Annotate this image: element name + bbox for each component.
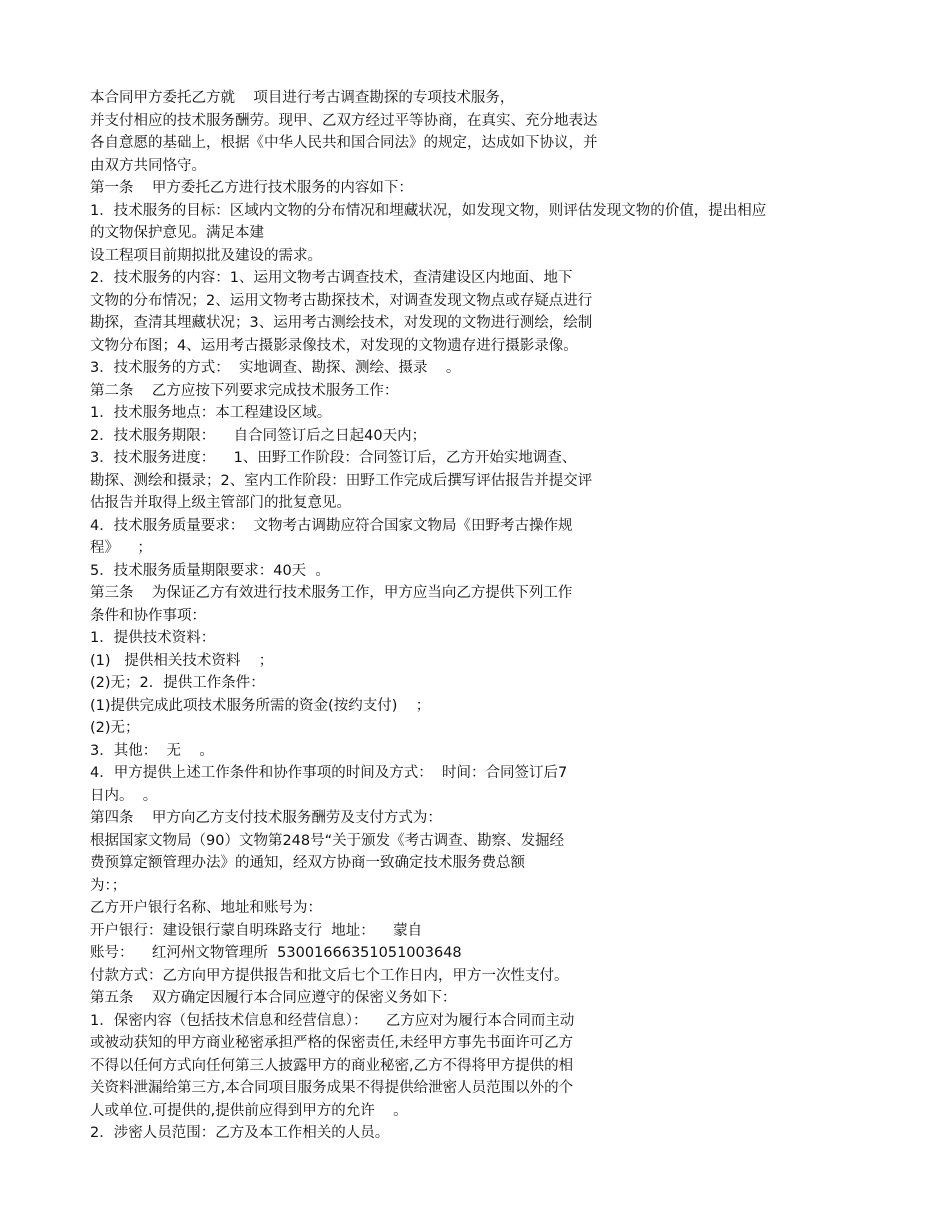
text-line: 1．提供技术资料： — [90, 630, 216, 646]
text-line: 估报告并取得上级主管部门的批复意见。 — [90, 495, 351, 511]
text-line: (2)无；2．提供工作条件： — [90, 675, 265, 691]
text-line: 账号： 红河州文物管理所 53001666351051003648 — [90, 945, 462, 961]
text-line: 5．技术服务质量期限要求：40天 。 — [90, 562, 330, 579]
text-line: 第一条 甲方委托乙方进行技术服务的内容如下： — [90, 180, 413, 196]
text-line: 勘探、测绘和摄录；2、室内工作阶段：田野工作完成后撰写评估报告并提交评 — [90, 472, 593, 489]
text-line: 付款方式：乙方向甲方提供报告和批文后七个工作日内，甲方一次性支付。 — [90, 967, 569, 984]
text-line: 不得以任何方式向任何第三人披露甲方的商业秘密,乙方不得将甲方提供的相 — [90, 1057, 574, 1074]
text-line: 3．技术服务的方式： 实地调查、勘探、测绘、摄录 。 — [90, 360, 461, 376]
text-line: (1)提供完成此项技术服务所需的资金(按约支付) ； — [90, 697, 431, 714]
text-line: 1．技术服务地点：本工程建设区域。 — [90, 405, 332, 421]
text-line: 费预算定额管理办法》的通知，经双方协商一致确定技术服务费总额 — [90, 855, 525, 871]
text-line: 勘探，查清其埋藏状况；3、运用考古测绘技术，对发现的文物进行测绘，绘制 — [90, 315, 593, 331]
text-line: 设工程项目前期拟批及建设的需求。 — [90, 247, 322, 264]
text-line: 人或单位.可提供的,提供前应得到甲方的允许 。 — [90, 1102, 408, 1119]
text-line: 2．技术服务期限： 自合同签订后之日起40天内； — [90, 427, 427, 444]
text-line: 4．甲方提供上述工作条件和协作事项的时间及方式： 时间：合同签订后7 — [90, 765, 568, 781]
text-line: 本合同甲方委托乙方就 项目进行考古调查勘探的专项技术服务， — [90, 90, 515, 106]
text-line: 根据国家文物局（90）文物第248号“关于颁发《考古调查、勘察、发掘经 — [90, 832, 565, 849]
text-line: 各自意愿的基础上，根据《中华人民共和国合同法》的规定，达成如下协议，并 — [90, 135, 598, 151]
text-line: 2．技术服务的内容：1、运用文物考古调查技术，查清建设区内地面、地下 — [90, 270, 573, 286]
text-line: 乙方开户银行名称、地址和账号为： — [90, 900, 322, 916]
text-line: 第二条 乙方应按下列要求完成技术服务工作： — [90, 382, 399, 399]
text-line: 文物分布图；4、运用考古摄影录像技术，对发现的文物遗存进行摄影录像。 — [90, 337, 578, 354]
text-line: 第五条 双方确定因履行本合同应遵守的保密义务如下： — [90, 990, 457, 1006]
text-line: 3．其他： 无 。 — [90, 742, 214, 759]
text-line: 开户银行：建设银行蒙自明珠路支行 地址： 蒙自 — [90, 922, 423, 939]
text-line: 或被动获知的甲方商业秘密承担严格的保密责任,未经甲方事先书面许可乙方 — [90, 1035, 574, 1051]
text-line: 关资料泄漏给第三方,本合同项目服务成果不得提供给泄密人员范围以外的个 — [90, 1080, 574, 1096]
contract-body-text — [90, 87, 910, 1145]
text-line: 1．技术服务的目标：区域内文物的分布情况和埋藏状况，如发现文物，则评估发现文物的价值，提出相应 — [90, 202, 767, 219]
text-line: 2．涉密人员范围：乙方及本工作相关的人员。 — [90, 1125, 390, 1141]
text-line: 由双方共同恪守。 — [90, 157, 206, 174]
text-line: 文物的分布情况；2、运用文物考古勘探技术，对调查发现文物点或存疑点进行 — [90, 292, 593, 309]
text-line: 日内。 。 — [90, 787, 158, 804]
text-line: 并支付相应的技术服务酬劳。现甲、乙双方经过平等协商，在真实、充分地表达 — [90, 112, 598, 129]
text-line: 3．技术服务进度： 1、田野工作阶段：合同签订后，乙方开始实地调查、 — [90, 450, 577, 466]
text-line: 的文物保护意见。满足本建 — [90, 225, 264, 241]
text-line: 第四条 甲方向乙方支付技术服务酬劳及支付方式为： — [90, 810, 442, 826]
text-line: 1．保密内容（包括技术信息和经营信息）： 乙方应对为履行本合同而主动 — [90, 1012, 575, 1029]
text-line: (1) 提供相关技术资料 ； — [90, 652, 274, 669]
text-line: 为：； — [90, 877, 127, 894]
text-line: 第三条 为保证乙方有效进行技术服务工作，甲方应当向乙方提供下列工作 — [90, 585, 573, 601]
text-line: 程》 ； — [90, 540, 152, 556]
text-line: 条件和协作事项： — [90, 607, 206, 624]
text-line: (2)无； — [90, 720, 140, 736]
text-line: 4．技术服务质量要求： 文物考古调勘应符合国家文物局《田野考古操作规 — [90, 517, 573, 534]
